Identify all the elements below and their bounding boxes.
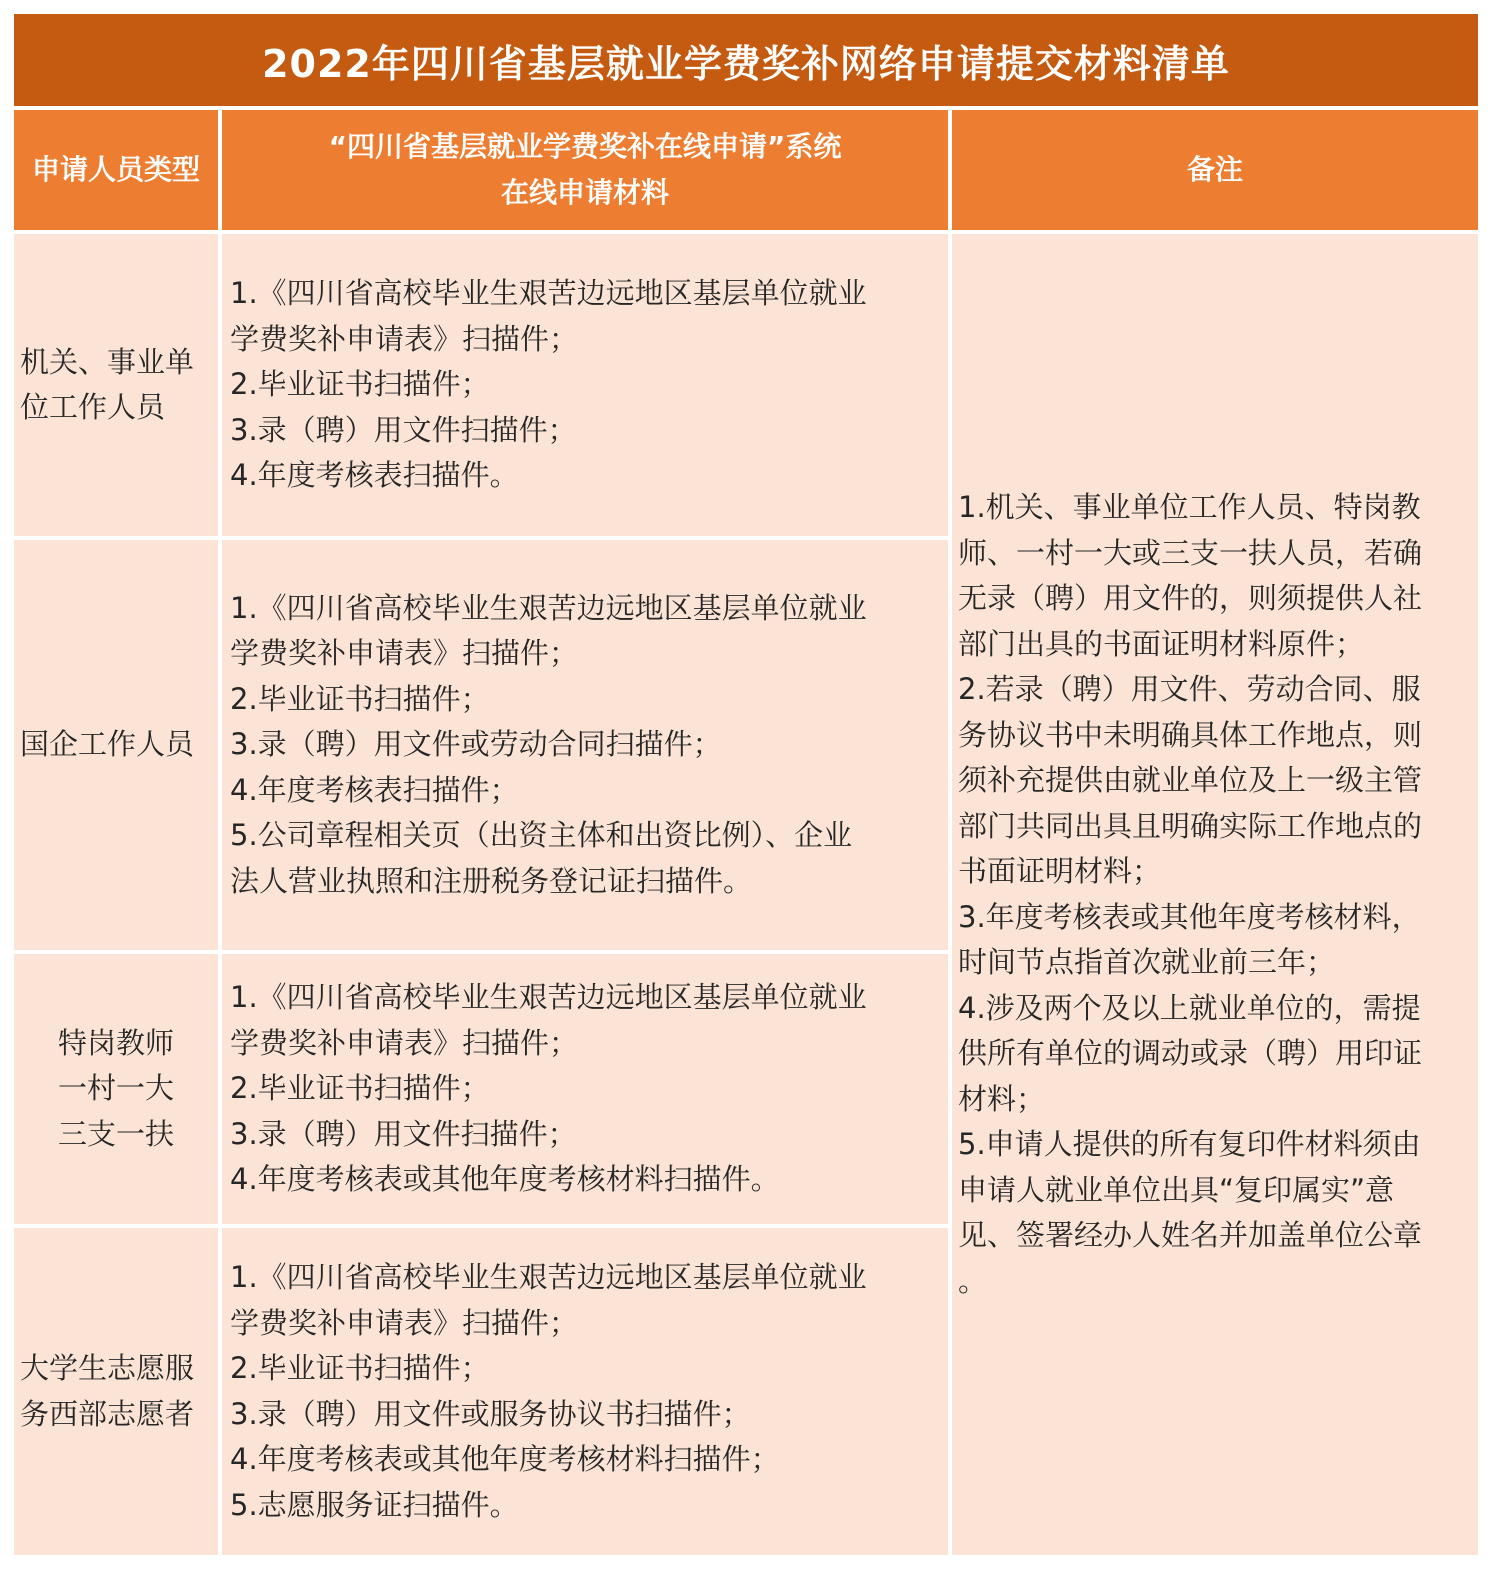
materials-table: [14, 14, 1478, 1555]
note-line: 4.涉及两个及以上就业单位的，需提: [958, 990, 1421, 1025]
material-line: 3.录（聘）用文件或服务协议书扫描件；: [230, 1396, 751, 1431]
note-line: 申请人就业单位出具“复印属实”意: [958, 1172, 1395, 1207]
material-line: 5.志愿服务证扫描件。: [230, 1487, 519, 1522]
note-line: 部门出具的书面证明材料原件；: [958, 626, 1365, 661]
header-applicant-type: [14, 110, 218, 230]
header-applicant-type-label: 申请人员类型: [31, 153, 200, 186]
material-line: 3.录（聘）用文件扫描件；: [230, 412, 577, 447]
row-3-type-line: 一村一大: [57, 1071, 174, 1106]
row-1-materials: [222, 234, 948, 536]
material-line: 4.年度考核表或其他年度考核材料扫描件。: [230, 1162, 780, 1197]
material-line: 1.《四川省高校毕业生艰苦边远地区基层单位就业: [230, 276, 867, 311]
note-line: 时间节点指首次就业前三年；: [958, 945, 1336, 979]
row-4-type-cell: [14, 1228, 218, 1555]
header-materials-line-1: “四川省基层就业学费奖补在线申请”系统: [328, 130, 842, 163]
note-line: 书面证明材料；: [958, 854, 1162, 888]
table-title: 2022年四川省基层就业学费奖补网络申请提交材料清单: [14, 14, 1478, 106]
row-2-type-line: 国企工作人员: [20, 727, 195, 762]
row-3-materials: [222, 954, 948, 1224]
row-3-type-line: 特岗教师: [57, 1025, 174, 1060]
material-line: 2.毕业证书扫描件；: [230, 681, 490, 716]
note-line: 1.机关、事业单位工作人员、特岗教: [958, 490, 1421, 524]
material-line: 学费奖补申请表》扫描件；: [230, 321, 579, 356]
note-line: 2.若录（聘）用文件、劳动合同、服: [958, 672, 1421, 706]
material-line: 3.录（聘）用文件或劳动合同扫描件；: [230, 727, 722, 762]
row-1-type: [20, 340, 194, 431]
material-line: 学费奖补申请表》扫描件；: [230, 1305, 579, 1340]
row-4-materials: [222, 1228, 948, 1555]
material-line: 法人营业执照和注册税务登记证扫描件。: [230, 863, 753, 898]
notes-cell: [952, 234, 1478, 1555]
row-3-type-line: 三支一扶: [57, 1116, 174, 1151]
note-line: 供所有单位的调动或录（聘）用印证: [958, 1036, 1423, 1070]
material-line: 4.年度考核表或其他年度考核材料扫描件；: [230, 1442, 780, 1476]
material-line: 5.公司章程相关页（出资主体和出资比例）、企业: [230, 818, 853, 853]
note-line: 部门共同出具且明确实际工作地点的: [958, 808, 1423, 843]
material-line: 1.《四川省高校毕业生艰苦边远地区基层单位就业: [230, 590, 867, 625]
material-line: 学费奖补申请表》扫描件；: [230, 1025, 579, 1060]
header-materials-line-2: 在线申请材料: [500, 176, 669, 209]
material-line: 3.录（聘）用文件扫描件；: [230, 1116, 577, 1151]
row-2-type: [20, 722, 194, 768]
row-1-type-cell: [14, 234, 218, 536]
row-2-type-cell: [14, 540, 218, 950]
note-line: 5.申请人提供的所有复印件材料须由: [958, 1127, 1421, 1161]
row-3-type-cell: [14, 954, 218, 1224]
header-online-materials: [222, 110, 948, 230]
material-line: 4.年度考核表扫描件；: [230, 772, 519, 807]
note-line: 务协议书中未明确具体工作地点，则: [958, 717, 1423, 752]
note-line: 须补充提供由就业单位及上一级主管: [958, 763, 1423, 797]
note-line: 无录（聘）用文件的，则须提供人社: [958, 581, 1423, 615]
note-line: 师、一村一大或三支一扶人员，若确: [958, 535, 1423, 570]
material-line: 1.《四川省高校毕业生艰苦边远地区基层单位就业: [230, 1260, 867, 1294]
material-line: 1.《四川省高校毕业生艰苦边远地区基层单位就业: [230, 980, 867, 1015]
note-line: 见、签署经办人姓名并加盖单位公章: [958, 1218, 1423, 1252]
row-2-materials: [222, 540, 948, 950]
material-line: 2.毕业证书扫描件；: [230, 1071, 490, 1106]
note-line: 材料；: [958, 1081, 1046, 1116]
material-line: 2.毕业证书扫描件；: [230, 1351, 490, 1385]
row-1-type-line: 机关、事业单: [20, 344, 195, 379]
row-4-type-line: 务西部志愿者: [20, 1396, 195, 1431]
note-line: 3.年度考核表或其他年度考核材料，: [958, 899, 1421, 934]
header-notes-label: 备注: [1186, 153, 1243, 186]
material-line: 4.年度考核表扫描件。: [230, 458, 519, 493]
note-line: 。: [958, 1263, 988, 1298]
row-4-type: [20, 1346, 194, 1437]
material-line: 学费奖补申请表》扫描件；: [230, 636, 579, 671]
row-1-type-line: 位工作人员: [20, 390, 166, 424]
row-4-type-line: 大学生志愿服: [20, 1351, 195, 1385]
row-3-type: [58, 1021, 174, 1158]
header-notes: [952, 110, 1478, 230]
material-line: 2.毕业证书扫描件；: [230, 367, 490, 402]
